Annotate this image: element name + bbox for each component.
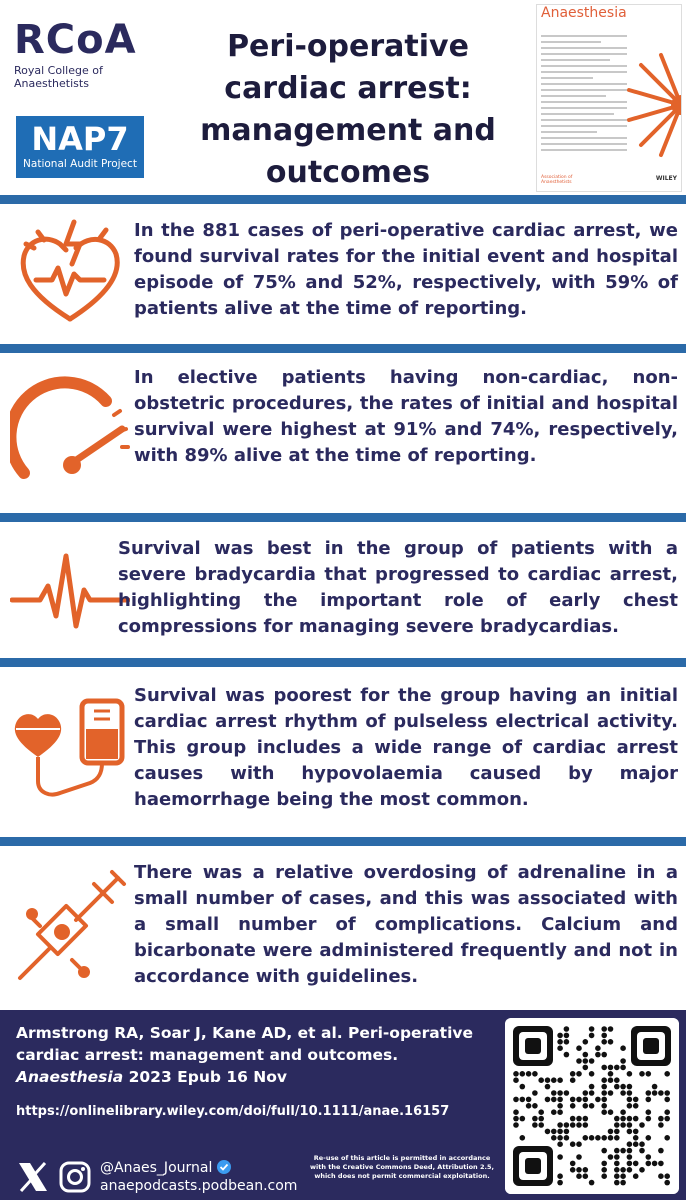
heart-lightning-icon: [10, 214, 130, 334]
footer: [0, 1010, 686, 1200]
section-divider: [0, 513, 686, 522]
article-link[interactable]: https://onlinelibrary.wiley.com/doi/full/10.1111/anae.16157: [16, 1104, 450, 1119]
section-divider: [0, 195, 686, 204]
header: [0, 0, 686, 195]
finding-text-2: In elective patients having non-cardiac, non-obstetric procedures, the rates of initial and hospital survival were highest at 91% and 74%, respectively, with 89% alive at the time of reporting.: [134, 367, 678, 466]
finding-section-1: [0, 204, 686, 344]
rcoa-logo: [14, 17, 164, 90]
podcast-link[interactable]: anaepodcasts.podbean.com: [100, 1178, 298, 1194]
finding-text-4: Survival was poorest for the group having an initial cardiac arrest rhythm of pulseless electrical activity. This group includes a wide range of cardiac arrest causes with hypovolaemia caused by major haemorrhage being the most common.: [134, 685, 678, 810]
citation: [16, 1022, 496, 1088]
cover-text-lines: [541, 35, 627, 155]
journal-cover-thumbnail: [536, 4, 682, 192]
twitter-handle[interactable]: [100, 1160, 231, 1176]
finding-section-5: [0, 846, 686, 1010]
ecg-trace-icon: [10, 530, 130, 650]
blood-transfusion-icon: [10, 689, 130, 809]
social-links: [16, 1156, 316, 1196]
cover-sunburst-icon: [621, 45, 681, 165]
citation-date: 2023 Epub 16 Nov: [128, 1068, 288, 1086]
page-title: Peri-operative cardiac arrest: management and outcomes: [200, 29, 496, 190]
cover-association: Association of Anaesthetists: [541, 175, 573, 185]
finding-text-1: In the 881 cases of peri-operative cardiac arrest, we found survival rates for the initial event and hospital episode of 75% and 52%, respectively, with 59% of patients alive at the time of reporting.: [134, 220, 678, 319]
nap7-logo: [16, 116, 144, 178]
finding-section-3: [0, 522, 686, 658]
section-divider: [0, 837, 686, 846]
finding-section-4: [0, 667, 686, 837]
license-text: Re-use of this article is permitted in accordance with the Creative Commons Deed, Attribution 2.5, which does not permit commercial exploitation.: [310, 1154, 494, 1180]
section-divider: [0, 658, 686, 667]
cover-journal-name: Anaesthesia: [541, 5, 627, 21]
citation-journal: Anaesthesia: [16, 1068, 124, 1086]
nap7-logo-word: NAP7: [31, 120, 129, 158]
section-divider: [0, 344, 686, 353]
instagram-logo-icon[interactable]: [58, 1160, 92, 1194]
rcoa-logo-word: RCoA: [14, 17, 137, 63]
rcoa-logo-subtitle: Royal College of Anaesthetists: [14, 64, 103, 90]
citation-authors: Armstrong RA, Soar J, Kane AD, et al. Peri-operative cardiac arrest: management and outcomes.: [16, 1024, 474, 1064]
finding-text-5: There was a relative overdosing of adrenaline in a small number of cases, and this was associated with a small number of complications. Calcium and bicarbonate were administered frequently and not in accordance with guidelines.: [134, 862, 678, 987]
verified-badge-icon: [217, 1160, 231, 1174]
cover-publisher: WILEY: [655, 175, 677, 182]
speedometer-icon: [10, 373, 130, 493]
twitter-handle-text: @Anaes_Journal: [100, 1160, 213, 1176]
x-logo-icon[interactable]: [16, 1160, 50, 1194]
finding-section-2: [0, 353, 686, 513]
nap7-logo-subtitle: National Audit Project: [23, 158, 137, 170]
finding-text-3: Survival was best in the group of patients with a severe bradycardia that progressed to cardiac arrest, highlighting the important role of early chest compressions for managing severe bradycardias.: [118, 538, 678, 637]
syringe-icon: [10, 868, 130, 988]
qr-code-icon[interactable]: [505, 1018, 679, 1194]
